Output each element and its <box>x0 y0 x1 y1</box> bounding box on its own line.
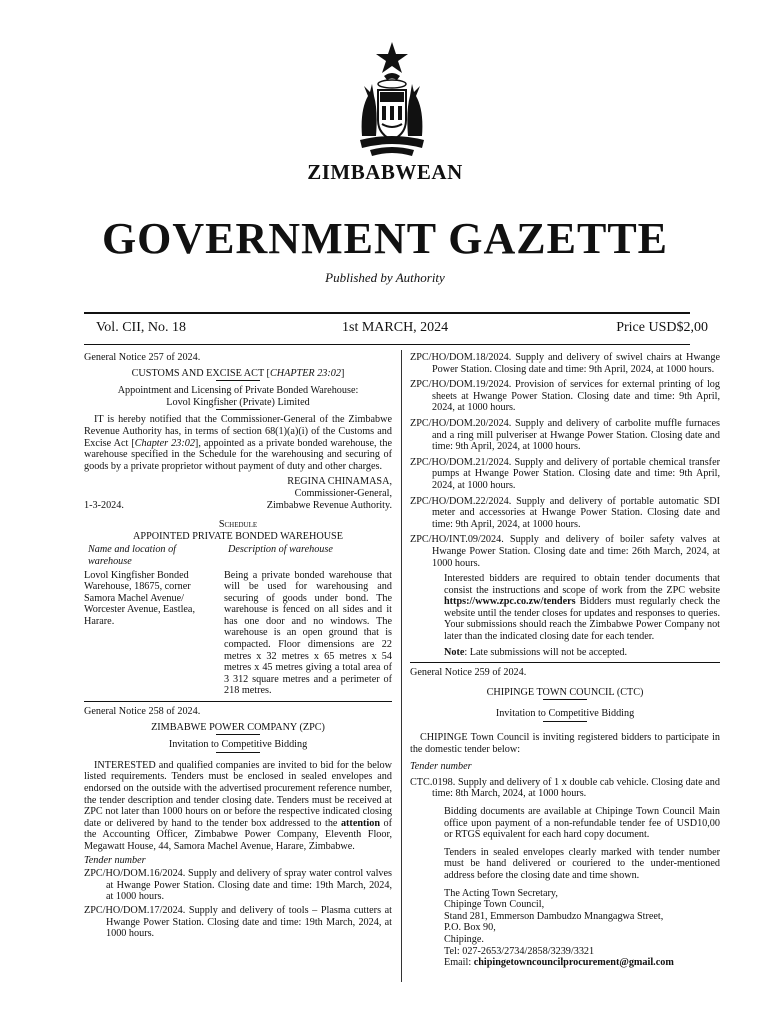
tender-item: ZPC/HO/DOM.16/2024. Supply and delivery of spray water control valves at Hwange Power Station. Closing date and time: 19th March, 2024, at 1000 hours. <box>84 868 392 903</box>
notice-divider <box>84 701 392 702</box>
organisation-name: CHIPINGE TOWN COUNCIL (CTC) <box>486 686 644 698</box>
gazette-subtitle: Published by Authority <box>325 270 445 285</box>
tender-instructions: Interested bidders are required to obtain tender documents that consist the instructions and scope of work from the ZPC website https://www.zpc.co.zw/tenders Bidders must regularly check the website until the tender closes for updates and responses to queries. Your submissions should reach the Zimbabwe Power Company not later than the indicated closing date for each tender. <box>444 573 720 643</box>
tender-number-label: Tender number <box>410 761 472 773</box>
schedule-col1-header: Name and location of warehouse <box>88 544 177 567</box>
schedule-col2-header: Description of warehouse <box>228 544 333 556</box>
right-column <box>410 352 720 969</box>
notice-header: General Notice 259 of 2024. <box>410 667 527 679</box>
notice-divider <box>410 662 720 663</box>
left-column <box>84 352 392 940</box>
signature-line <box>84 500 392 512</box>
issue-price: Price USD$2,00 <box>616 320 708 335</box>
notice-body: IT is hereby notified that the Commissioner-General of the Zimbabwe Revenue Authority has, in terms of section 68(1)(a)(i) of the Customs and Excise Act [Chapter 23:02], appointed as a private bonded warehouse, the warehouse specified in the Schedule for the warehousing and securing of goods by a private proprietor without payment of duty and other charges. <box>84 414 392 472</box>
signatory-organisation: Zimbabwe Revenue Authority. <box>266 499 392 511</box>
address-line: Chipinge Town Council, <box>444 899 545 911</box>
warehouse-name: Lovol Kingfisher Bonded Warehouse, 18675, corner Samora Machel Avenue/ Worcester Avenue, Eastlea, Harare. <box>84 569 196 627</box>
short-rule <box>216 409 260 410</box>
tender-number-label: Tender number <box>84 854 146 866</box>
tender-item: ZPC/HO/INT.09/2024. Supply and delivery of boiler safety valves at Hwange Power Station. Closing date and time: 26th March, 2024, at 1000 hours. <box>410 534 720 569</box>
issue-date: 1st MARCH, 2024 <box>342 320 449 335</box>
short-rule <box>216 734 260 735</box>
gazette-title: GOVERNMENT GAZETTE <box>101 214 669 263</box>
schedule-label: Schedule <box>218 519 258 531</box>
notice-body: INTERESTED and qualified companies are invited to bid for the below listed requirements. Tenders must be enclosed in sealed envelopes and endorsed on the outside with the advertised procurement reference number, the tender description and tender closing date. Tenders must be received at ZPC not later than 1000 hours on or before the respective indicated closing date or delivered by hand to the tender box addressed to the attention of the Accounting Officer, Zimbabwe Power Company, Eleventh Floor, Megawatt House, 44, Samora Machel Avenue, Harare, Zimbabwe. <box>84 759 392 852</box>
short-rule <box>216 380 260 381</box>
notice-title-line1: Appointment and Licensing of Private Bonded Warehouse: <box>117 385 359 397</box>
short-rule <box>216 752 260 753</box>
submission-instructions: Tenders in sealed envelopes clearly marked with tender number must be hand delivered or couriered to the under-mentioned address before the closing date and time shown. <box>444 846 720 881</box>
signatory-name: REGINA CHINAMASA, <box>287 476 392 488</box>
tender-item: ZPC/HO/DOM.20/2024. Supply and delivery of carbolite muffle furnaces and a ring mill pulveriser at Hwange Power Station. Closing date and time: 9th April, 2024, at 1000 hours. <box>410 417 720 453</box>
general-notice-257 <box>84 352 392 697</box>
publication-name: ZIMBABWEAN <box>307 160 463 184</box>
notice-header: General Notice 258 of 2024. <box>84 706 201 718</box>
signatory-title: Commissioner-General, <box>294 487 392 499</box>
signature-date: 1-3-2024. <box>84 499 124 511</box>
address-line: Chipinge. <box>444 933 484 945</box>
header-rule-top <box>84 312 690 314</box>
tender-item: ZPC/HO/DOM.21/2024. Supply and delivery of portable chemical transfer pumps at Hwange Power Station. Closing date and time: 9th April, 2024, at 1000 hours. <box>410 456 720 491</box>
schedule-title: APPOINTED PRIVATE BONDED WAREHOUSE <box>133 530 343 542</box>
column-divider <box>401 350 402 982</box>
header-rule-bottom <box>84 344 690 345</box>
contact-address <box>410 888 720 969</box>
organisation-name: ZIMBABWE POWER COMPANY (ZPC) <box>151 721 325 733</box>
tender-item: CTC.0198. Supply and delivery of 1 x double cab vehicle. Closing date and time: 8th March, 2024, at 1000 hours. <box>410 776 720 800</box>
address-line: P.O. Box 90, <box>444 922 496 934</box>
late-submission-note: Note: Late submissions will not be accepted. <box>444 646 628 658</box>
schedule-row <box>84 570 392 698</box>
email-link[interactable]: chipingetowncouncilprocurement@gmail.com <box>473 957 674 969</box>
invitation-heading: Invitation to Competitive Bidding <box>495 708 635 720</box>
telephone: Tel: 027-2653/2734/2858/3239/3321 <box>444 945 595 957</box>
warehouse-description: Being a private bonded warehouse that will be used for warehousing and securing of goods under bond. The warehouse is fenced on all sides and it has one door and no windows. The warehouse is an open ground that is compacted. Floor dimensions are 22 metres x 32 metres x 65 metres x 54 metres x 45 metres giving a total area of 3 312 square metres and a perimeter of 218 metres. <box>224 569 392 697</box>
email-line: Email: chipingetowncouncilprocurement@gmail.com <box>444 957 674 969</box>
coat-of-arms-icon <box>356 40 428 158</box>
tender-item: ZPC/HO/DOM.22/2024. Supply and delivery of portable automatic SDI meter and accessories at Hwange Power Station. Closing date and time: 9th April, 2024, at 1000 hours. <box>410 495 720 530</box>
act-title: CUSTOMS AND EXCISE ACT [CHAPTER 23:02] <box>131 367 345 379</box>
tender-item: ZPC/HO/DOM.19/2024. Provision of services for external printing of log sheets at Hwange Power Station. Closing date and time: 9th April, 2024, at 1000 hours. <box>410 379 720 414</box>
volume-number: Vol. CII, No. 18 <box>96 320 186 335</box>
tender-item: ZPC/HO/DOM.17/2024. Supply and delivery of tools – Plasma cutters at Hwange Power Station. Closing date and time: 19th March, 2024, at 1000 hours. <box>84 904 392 940</box>
short-rule <box>543 699 587 700</box>
address-line: Stand 281, Emmerson Dambudzo Mnangagwa Street, <box>444 910 664 922</box>
general-notice-259 <box>410 667 720 968</box>
schedule-header <box>84 544 392 567</box>
general-notice-258 <box>84 706 392 940</box>
notice-header: General Notice 257 of 2024. <box>84 352 201 363</box>
bidding-documents: Bidding documents are available at Chipinge Town Council Main office upon payment of a non-refundable tender fee of USD10,00 or RTGS equivalent for each hard copy document. <box>444 806 720 841</box>
invitation-heading: Invitation to Competitive Bidding <box>168 739 308 751</box>
tender-item: ZPC/HO/DOM.18/2024. Supply and delivery of swivel chairs at Hwange Power Station. Closing date and time: 9th April, 2024, at 1000 hours. <box>410 352 720 375</box>
notice-title-line2: Lovol Kingfisher (Private) Limited <box>166 396 310 408</box>
notice-intro: CHIPINGE Town Council is inviting registered bidders to participate in the domestic tender below: <box>410 732 720 755</box>
address-line: The Acting Town Secretary, <box>444 887 558 899</box>
short-rule <box>543 721 587 722</box>
tender-website-link[interactable]: https://www.zpc.co.zw/tenders <box>444 596 576 608</box>
